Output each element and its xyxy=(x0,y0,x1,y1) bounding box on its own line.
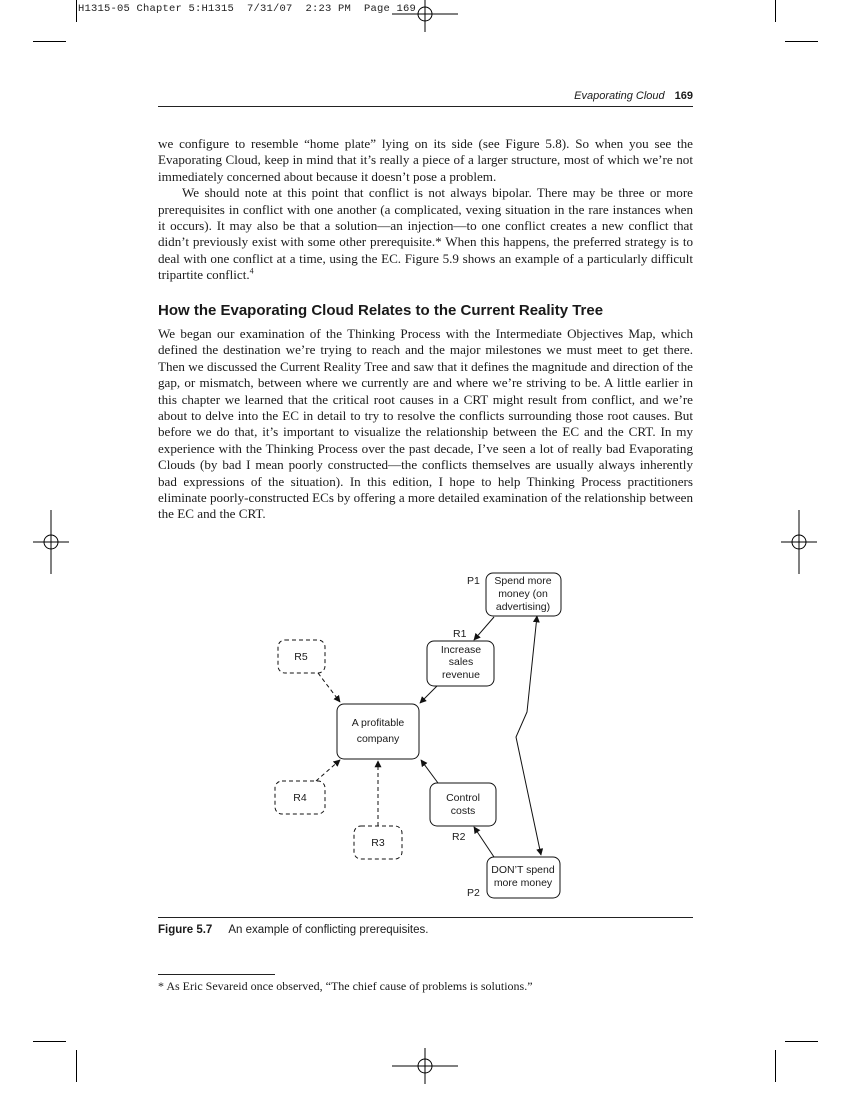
figure-number: Figure 5.7 xyxy=(158,924,213,936)
arrow-p2-to-r2 xyxy=(474,827,494,857)
requirement-r2-label: costs xyxy=(450,805,476,817)
arrow-r1-to-goal xyxy=(420,686,437,703)
figure-caption-text: An example of conflicting prerequisites. xyxy=(228,924,429,936)
requirement-r1-label: Increase xyxy=(440,644,482,656)
requirement-r3-label: R3 xyxy=(371,837,385,849)
requirement-r1-label: revenue xyxy=(442,669,480,681)
prerequisite-p1-label: advertising) xyxy=(495,601,551,613)
page-number: 169 xyxy=(674,90,693,102)
paragraph: We began our examination of the Thinking Process with the Intermediate Objectives Map, which defined the destination we’re trying to reach and the major milestones we must meet to get there. Then we discussed the Current Reality Tree and saw that it defines the magnitude and direction of the gap, or mismatch, between where we currently are and where we’re striving to be. A little earlier in this chapter we learned that the critical root causes in a CRT might result from conflict, and we’re about to delve into the EC in detail to try to resolve the conflicts surrounding those root causes. But before we do that, it’s important to visualize the relationship between the EC and the CRT. In my experience with the Thinking Process over the past decade, I’ve seen a lot of really bad Evaporating Clouds (by bad I mean poorly constructed—the conflicts themselves are usually always inherently bad expressions of the situation). In this edition, I hope to help Thinking Process practitioners eliminate poorly-constructed ECs by offering a more detailed examination of the relationship between the EC and the CRT. xyxy=(158,326,693,522)
prerequisite-p1-label: money (on xyxy=(498,588,548,600)
arrow-r4-to-goal xyxy=(316,760,340,781)
paragraph: we configure to resemble “home plate” lying on its side (see Figure 5.8). So when you see the Evaporating Cloud, keep in mind that it’s really a piece of a larger structure, most of which we’re not immediately concerned about because it doesn’t pose a problem. xyxy=(158,136,693,184)
prerequisite-p2-label: more money xyxy=(493,877,553,889)
conflict-arrow xyxy=(516,616,541,855)
arrow-p1-to-r1 xyxy=(474,617,494,640)
goal-label: company xyxy=(356,733,400,745)
requirement-r1-tag: R1 xyxy=(453,628,467,640)
requirement-r4-label: R4 xyxy=(293,792,307,804)
requirement-r1-label: sales xyxy=(448,656,474,668)
goal-box xyxy=(337,704,419,759)
prerequisite-p2-tag: P2 xyxy=(467,887,480,899)
footnote: * As Eric Sevareid once observed, “The chief cause of problems is solutions.” xyxy=(158,979,533,993)
running-head-title: Evaporating Cloud xyxy=(574,90,665,102)
goal-label: A profitable xyxy=(351,717,405,729)
footnote-reference: 4 xyxy=(249,266,254,276)
prerequisite-p1-tag: P1 xyxy=(467,575,480,587)
arrow-r5-to-goal xyxy=(318,673,340,702)
prerequisite-p2-label: DON’T spend xyxy=(491,864,555,876)
prerequisite-p1-label: Spend more xyxy=(494,575,552,587)
requirement-r2-label: Control xyxy=(446,792,480,804)
figure-caption xyxy=(158,924,428,936)
section-heading: How the Evaporating Cloud Relates to the Current Reality Tree xyxy=(158,302,604,319)
requirement-r5-label: R5 xyxy=(294,651,308,663)
footnote-rule xyxy=(158,974,275,975)
printer-slug: H1315-05 Chapter 5:H1315 7/31/07 2:23 PM Page 169 xyxy=(78,3,417,15)
requirement-r2-tag: R2 xyxy=(452,831,466,843)
arrow-r2-to-goal xyxy=(421,760,438,783)
paragraph-text: We should note at this point that conflict is not always bipolar. There may be three or more prerequisites in conflict with one another (a complicated, vexing situation in the rare instances when it occurs). It may also be that a solution—an injection—to one conflict creates a new conflict that didn’t previously exist with some other prerequisite.* When this happens, the preferred strategy is to deal with one conflict at a time, using the EC. Figure 5.9 shows an example of a particularly difficult tripartite conflict. xyxy=(158,185,693,283)
figure-rule xyxy=(158,917,693,918)
